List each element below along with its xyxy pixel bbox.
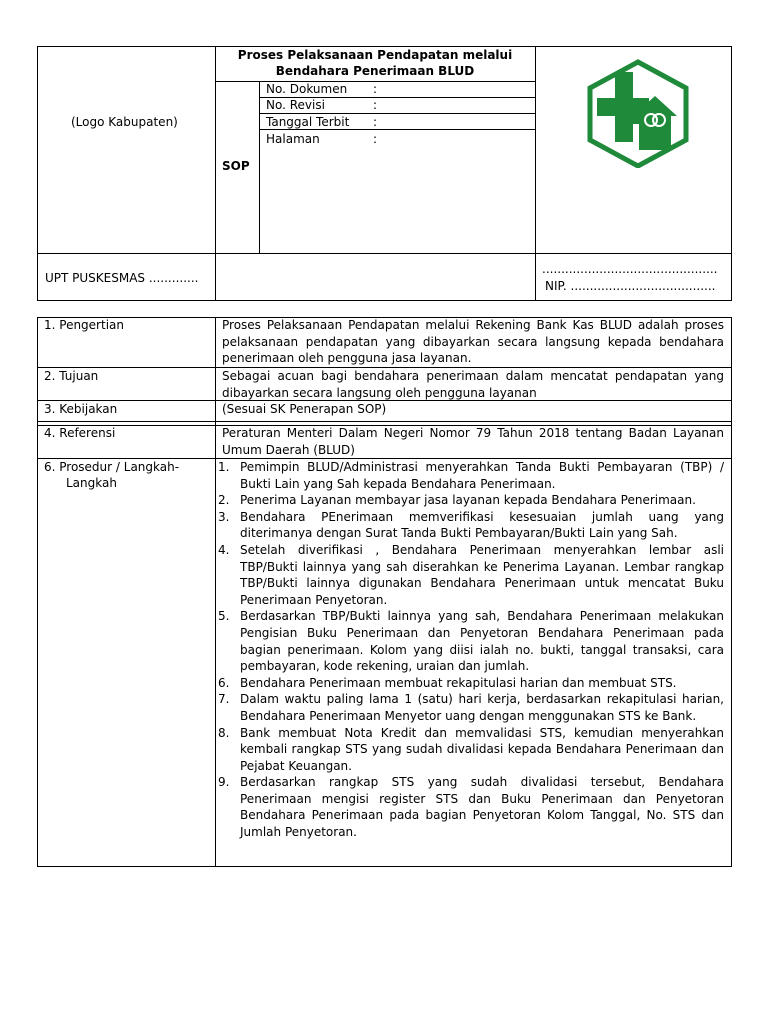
step-number: 4.: [218, 542, 230, 557]
section-tujuan-label: 2. Tujuan: [44, 369, 99, 383]
section-prosedur-label-cont: Langkah: [66, 476, 117, 490]
step-text: Bendahara PEnerimaan memverifikasi kesesuaian jumlah uang yang diterimanya dengan Surat Tanda Bukti Pembayaran/Bukti Lain yang Sah.: [240, 509, 724, 541]
logo-placeholder-text: (Logo Kabupaten): [71, 115, 178, 129]
step-number: 1.: [218, 460, 230, 474]
field-tanggal-terbit-label: Tanggal Terbit: [266, 115, 350, 129]
step-number: 6.: [218, 675, 230, 690]
step-number: 2.: [218, 493, 230, 508]
field-no-revisi-sep: :: [373, 98, 378, 112]
step-text: Pemimpin BLUD/Administrasi menyerahkan Tanda Bukti Pembayaran (TBP) / Bukti Lain yang Sah kepada Bendahara Penerimaan.: [240, 460, 724, 491]
nip-label: NIP. ......................................: [545, 279, 716, 293]
step-text: Dalam waktu paling lama 1 (satu) hari kerja, berdasarkan rekapitulasi harian, Bendahara Penerimaan Menyetor uang dengan menggunakan STS ke Bank.: [240, 692, 724, 723]
procedure-step: [216, 774, 724, 840]
signature-line: ..............................................: [542, 262, 718, 276]
procedure-step: [216, 542, 724, 608]
field-halaman-label: Halaman: [266, 132, 320, 146]
field-no-dokumen-label: No. Dokumen: [266, 82, 348, 96]
step-text: Setelah diverifikasi , Bendahara Penerimaan menyerahkan lembar asli TBP/Bukti lainnya yang sah diserahkan ke Penerima Layanan. Lembar rangkap TBP/Bukti lainnya digunakan Bendahara Penerimaan untuk mencatat Buku Penerimaan Penyetoran.: [240, 542, 724, 607]
step-text: Berdasarkan TBP/Bukti lainnya yang sah, Bendahara Penerimaan melakukan Pengisian Buku Penerimaan dan Penyetoran Bendahara Penerimaan pada bagian penerimaan. Kolom yang diisi ialah no. bukti, tanggal transaksi, cara pembayaran, kode rekening, uraian dan jumlah.: [240, 609, 724, 674]
document-title-line1: Proses Pelaksanaan Pendapatan melalui: [237, 48, 513, 62]
field-halaman-sep: :: [373, 132, 378, 146]
document-title-line2: Bendahara Penerimaan BLUD: [275, 64, 475, 78]
step-number: 9.: [218, 775, 230, 790]
step-number: 5.: [218, 609, 230, 624]
section-kebijakan-text: (Sesuai SK Penerapan SOP): [222, 402, 387, 416]
step-text: Bendahara Penerimaan membuat rekapitulasi harian dan membuat STS.: [240, 675, 677, 690]
section-pengertian-text: Proses Pelaksanaan Pendapatan melalui Rekening Bank Kas BLUD adalah proses pelaksanaan pendapatan yang dibayarkan secara langsung kepada bendahara penerimaan oleh pengguna jasa layanan.: [222, 318, 724, 366]
procedure-step: [216, 459, 724, 492]
section-kebijakan-label: 3. Kebijakan: [44, 402, 118, 416]
procedure-step: [216, 691, 724, 724]
section-referensi-label: 4. Referensi: [44, 426, 116, 440]
step-number: 7.: [218, 692, 230, 707]
procedure-step: [216, 608, 724, 674]
step-number: 3.: [218, 509, 230, 524]
procedure-step: [216, 725, 724, 775]
field-no-dokumen-sep: :: [373, 82, 378, 96]
procedure-step: [216, 675, 724, 692]
section-referensi-text: Peraturan Menteri Dalam Negeri Nomor 79 Tahun 2018 tentang Badan Layanan Umum Daerah (BLUD): [222, 426, 724, 457]
sop-label: SOP: [222, 159, 250, 173]
unit-puskesmas-label: UPT PUSKESMAS .............: [45, 271, 199, 285]
puskesmas-logo-icon: [583, 58, 693, 168]
field-no-revisi-label: No. Revisi: [266, 98, 325, 112]
section-tujuan-text: Sebagai acuan bagi bendahara penerimaan dalam mencatat pendapatan yang dibayarkan secara langsung oleh pengguna layanan: [222, 369, 724, 400]
step-text: Penerima Layanan membayar jasa layanan kepada Bendahara Penerimaan.: [240, 493, 696, 508]
step-text: Bank membuat Nota Kredit dan memvalidasi STS, kemudian menyerahkan kembali rangkap STS yang sudah divalidasi kepada Bendahara Penerimaan dan Pejabat Keuangan.: [240, 725, 724, 773]
section-pengertian-label: 1. Pengertian: [44, 318, 124, 332]
field-tanggal-terbit-sep: :: [373, 115, 378, 129]
procedure-step: [216, 492, 724, 509]
procedure-steps-list: [216, 459, 724, 841]
section-prosedur-label: 6. Prosedur / Langkah-: [44, 460, 180, 474]
procedure-step: [216, 509, 724, 542]
step-number: 8.: [218, 725, 230, 740]
step-text: Berdasarkan rangkap STS yang sudah divalidasi tersebut, Bendahara Penerimaan mengisi register STS dan Buku Penerimaan dan Penyetoran Bendahara Penerimaan pada bagian Penyetoran Kolom Tanggal, No. STS dan Jumlah Penyetoran.: [240, 775, 724, 840]
